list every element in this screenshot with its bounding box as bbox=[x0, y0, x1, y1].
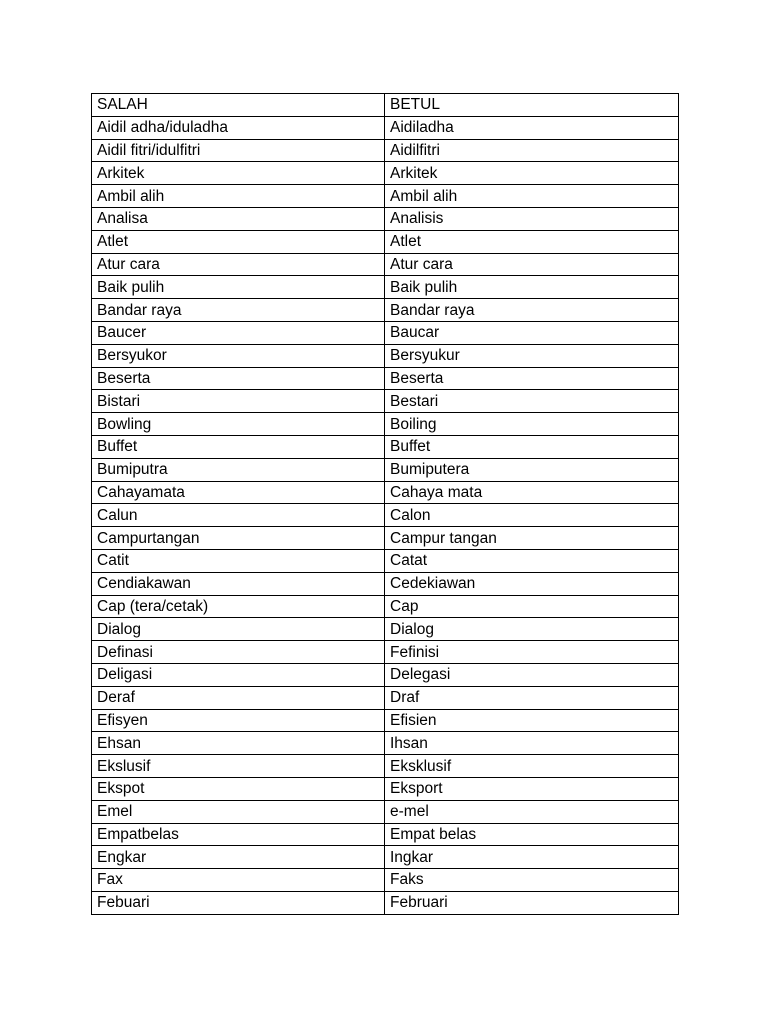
table-row bbox=[92, 641, 679, 664]
header-row bbox=[92, 94, 679, 117]
header-betul: BETUL bbox=[385, 94, 679, 117]
cell-betul: Baik pulih bbox=[385, 276, 679, 299]
cell-betul: Efisien bbox=[385, 709, 679, 732]
cell-salah: Cendiakawan bbox=[92, 572, 385, 595]
cell-betul: Empat belas bbox=[385, 823, 679, 846]
table-row bbox=[92, 663, 679, 686]
cell-salah: Atur cara bbox=[92, 253, 385, 276]
cell-salah: Bistari bbox=[92, 390, 385, 413]
table-row bbox=[92, 185, 679, 208]
table-row bbox=[92, 139, 679, 162]
cell-salah: Atlet bbox=[92, 230, 385, 253]
cell-salah: Emel bbox=[92, 800, 385, 823]
cell-salah: Campurtangan bbox=[92, 527, 385, 550]
cell-salah: Aidil adha/iduladha bbox=[92, 116, 385, 139]
cell-salah: Catit bbox=[92, 549, 385, 572]
cell-betul: Draf bbox=[385, 686, 679, 709]
table-row bbox=[92, 891, 679, 914]
cell-salah: Bandar raya bbox=[92, 299, 385, 322]
table-row bbox=[92, 823, 679, 846]
table-row bbox=[92, 800, 679, 823]
cell-betul: Eksport bbox=[385, 777, 679, 800]
table-row bbox=[92, 458, 679, 481]
cell-betul: Catat bbox=[385, 549, 679, 572]
cell-betul: Campur tangan bbox=[385, 527, 679, 550]
cell-betul: Boiling bbox=[385, 413, 679, 436]
cell-salah: Beserta bbox=[92, 367, 385, 390]
table-row bbox=[92, 116, 679, 139]
table-row bbox=[92, 413, 679, 436]
cell-betul: Bandar raya bbox=[385, 299, 679, 322]
table-row bbox=[92, 732, 679, 755]
cell-betul: Atur cara bbox=[385, 253, 679, 276]
cell-betul: Aidiladha bbox=[385, 116, 679, 139]
cell-betul: Atlet bbox=[385, 230, 679, 253]
cell-salah: Aidil fitri/idulfitri bbox=[92, 139, 385, 162]
cell-salah: Bersyukor bbox=[92, 344, 385, 367]
cell-betul: Cap bbox=[385, 595, 679, 618]
table-row bbox=[92, 481, 679, 504]
table-row bbox=[92, 709, 679, 732]
cell-betul: Baucar bbox=[385, 321, 679, 344]
table-row bbox=[92, 686, 679, 709]
cell-salah: Bowling bbox=[92, 413, 385, 436]
word-correction-table bbox=[91, 93, 679, 915]
cell-betul: Aidilfitri bbox=[385, 139, 679, 162]
cell-betul: Fefinisi bbox=[385, 641, 679, 664]
cell-betul: Bersyukur bbox=[385, 344, 679, 367]
table-row bbox=[92, 572, 679, 595]
table-row bbox=[92, 755, 679, 778]
cell-betul: Februari bbox=[385, 891, 679, 914]
cell-salah: Arkitek bbox=[92, 162, 385, 185]
cell-salah: Cap (tera/cetak) bbox=[92, 595, 385, 618]
cell-salah: Febuari bbox=[92, 891, 385, 914]
table-row bbox=[92, 299, 679, 322]
cell-betul: Cahaya mata bbox=[385, 481, 679, 504]
cell-salah: Bumiputra bbox=[92, 458, 385, 481]
cell-salah: Empatbelas bbox=[92, 823, 385, 846]
cell-salah: Ekspot bbox=[92, 777, 385, 800]
table-row bbox=[92, 367, 679, 390]
table-row bbox=[92, 162, 679, 185]
cell-betul: Faks bbox=[385, 869, 679, 892]
table-row bbox=[92, 344, 679, 367]
table-row bbox=[92, 618, 679, 641]
cell-betul: Arkitek bbox=[385, 162, 679, 185]
table-row bbox=[92, 527, 679, 550]
header-salah: SALAH bbox=[92, 94, 385, 117]
cell-salah: Engkar bbox=[92, 846, 385, 869]
cell-salah: Definasi bbox=[92, 641, 385, 664]
cell-betul: Ingkar bbox=[385, 846, 679, 869]
cell-salah: Deraf bbox=[92, 686, 385, 709]
table-row bbox=[92, 869, 679, 892]
cell-betul: Delegasi bbox=[385, 663, 679, 686]
cell-salah: Dialog bbox=[92, 618, 385, 641]
table-row bbox=[92, 595, 679, 618]
cell-salah: Cahayamata bbox=[92, 481, 385, 504]
cell-salah: Analisa bbox=[92, 207, 385, 230]
table-row bbox=[92, 390, 679, 413]
table-row bbox=[92, 846, 679, 869]
cell-salah: Baucer bbox=[92, 321, 385, 344]
table-body bbox=[92, 94, 679, 915]
table-row bbox=[92, 276, 679, 299]
cell-betul: Bestari bbox=[385, 390, 679, 413]
cell-salah: Deligasi bbox=[92, 663, 385, 686]
cell-salah: Efisyen bbox=[92, 709, 385, 732]
cell-salah: Fax bbox=[92, 869, 385, 892]
table-row bbox=[92, 253, 679, 276]
table-row bbox=[92, 504, 679, 527]
cell-betul: Bumiputera bbox=[385, 458, 679, 481]
cell-salah: Calun bbox=[92, 504, 385, 527]
table-row bbox=[92, 777, 679, 800]
cell-salah: Ekslusif bbox=[92, 755, 385, 778]
cell-betul: Ihsan bbox=[385, 732, 679, 755]
table-row bbox=[92, 230, 679, 253]
cell-salah: Ehsan bbox=[92, 732, 385, 755]
cell-betul: Analisis bbox=[385, 207, 679, 230]
cell-betul: Dialog bbox=[385, 618, 679, 641]
table-row bbox=[92, 549, 679, 572]
cell-betul: e-mel bbox=[385, 800, 679, 823]
table-row bbox=[92, 321, 679, 344]
cell-salah: Buffet bbox=[92, 435, 385, 458]
cell-betul: Buffet bbox=[385, 435, 679, 458]
cell-betul: Eksklusif bbox=[385, 755, 679, 778]
table-row bbox=[92, 207, 679, 230]
cell-salah: Baik pulih bbox=[92, 276, 385, 299]
cell-salah: Ambil alih bbox=[92, 185, 385, 208]
cell-betul: Cedekiawan bbox=[385, 572, 679, 595]
table-row bbox=[92, 435, 679, 458]
cell-betul: Ambil alih bbox=[385, 185, 679, 208]
cell-betul: Calon bbox=[385, 504, 679, 527]
cell-betul: Beserta bbox=[385, 367, 679, 390]
